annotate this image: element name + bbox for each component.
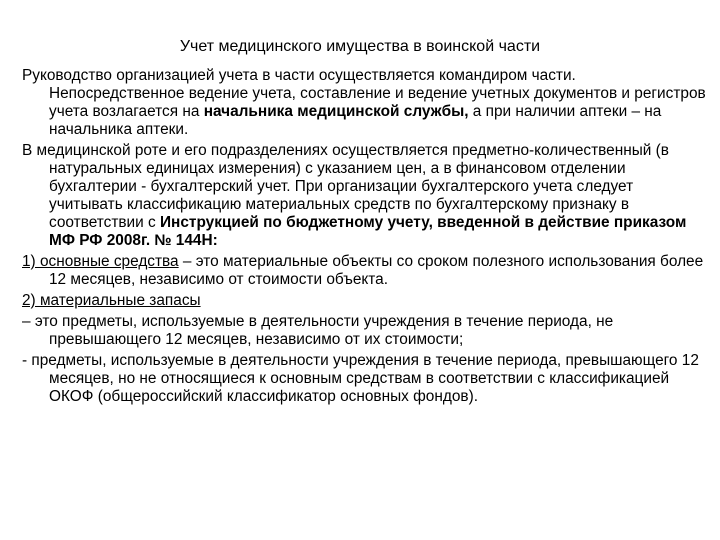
inventories-heading: 2) материальные запасы [22,292,201,309]
paragraph-accounting-text-a: В медицинской роте и его подразделениях осуществляется предметно-количественный (в натуральных единицах измерения) с указанием цен, а в финансовом отделении бухгалтерии - бухгалтерский учет. При организации бухгалтерского учета следует учитывать классификацию материальных средств по бухгалтерскому признаку в соответствии с [22,142,669,231]
paragraph-management-text-a: Руководство организацией учета в части осуществляется командиром части. Непосредственное ведение учета, составление и ведение учетных документов и регистров учета возлагается на [22,67,706,120]
paragraph-fixed-assets [22,253,708,289]
slide-title: Учет медицинского имущества в воинской части [179,38,541,55]
paragraph-inventories-long-term [22,352,708,406]
inventories-long-term-text: - предметы, используемые в деятельности учреждения в течение периода, превышающего 12 месяцев, но не относящиеся к основным средствам в соответствии с классификацией ОКОФ (общероссийский классификатор основных фондов). [22,352,699,405]
paragraph-accounting-bold: Инструкцией по бюджетному учету, введенной в действие приказом МФ РФ 2008г. № 144Н: [49,214,687,249]
paragraph-management-text-b: а при наличии аптеки – на начальника аптеки. [49,103,662,138]
paragraph-inventories-heading [22,292,708,310]
paragraph-accounting [22,142,708,250]
slide-body [22,67,708,409]
paragraph-management-bold: начальника медицинской службы, [203,103,469,120]
paragraph-inventories-short-term [22,313,708,349]
inventories-short-term-text: – это предметы, используемые в деятельности учреждения в течение периода, не превышающего 12 месяцев, независимо от их стоимости; [22,313,614,348]
fixed-assets-text: – это материальные объекты со сроком полезного использования более 12 месяцев, независимо от стоимости объекта. [49,253,704,288]
fixed-assets-heading: 1) основные средства [22,253,179,270]
paragraph-management [22,67,708,139]
